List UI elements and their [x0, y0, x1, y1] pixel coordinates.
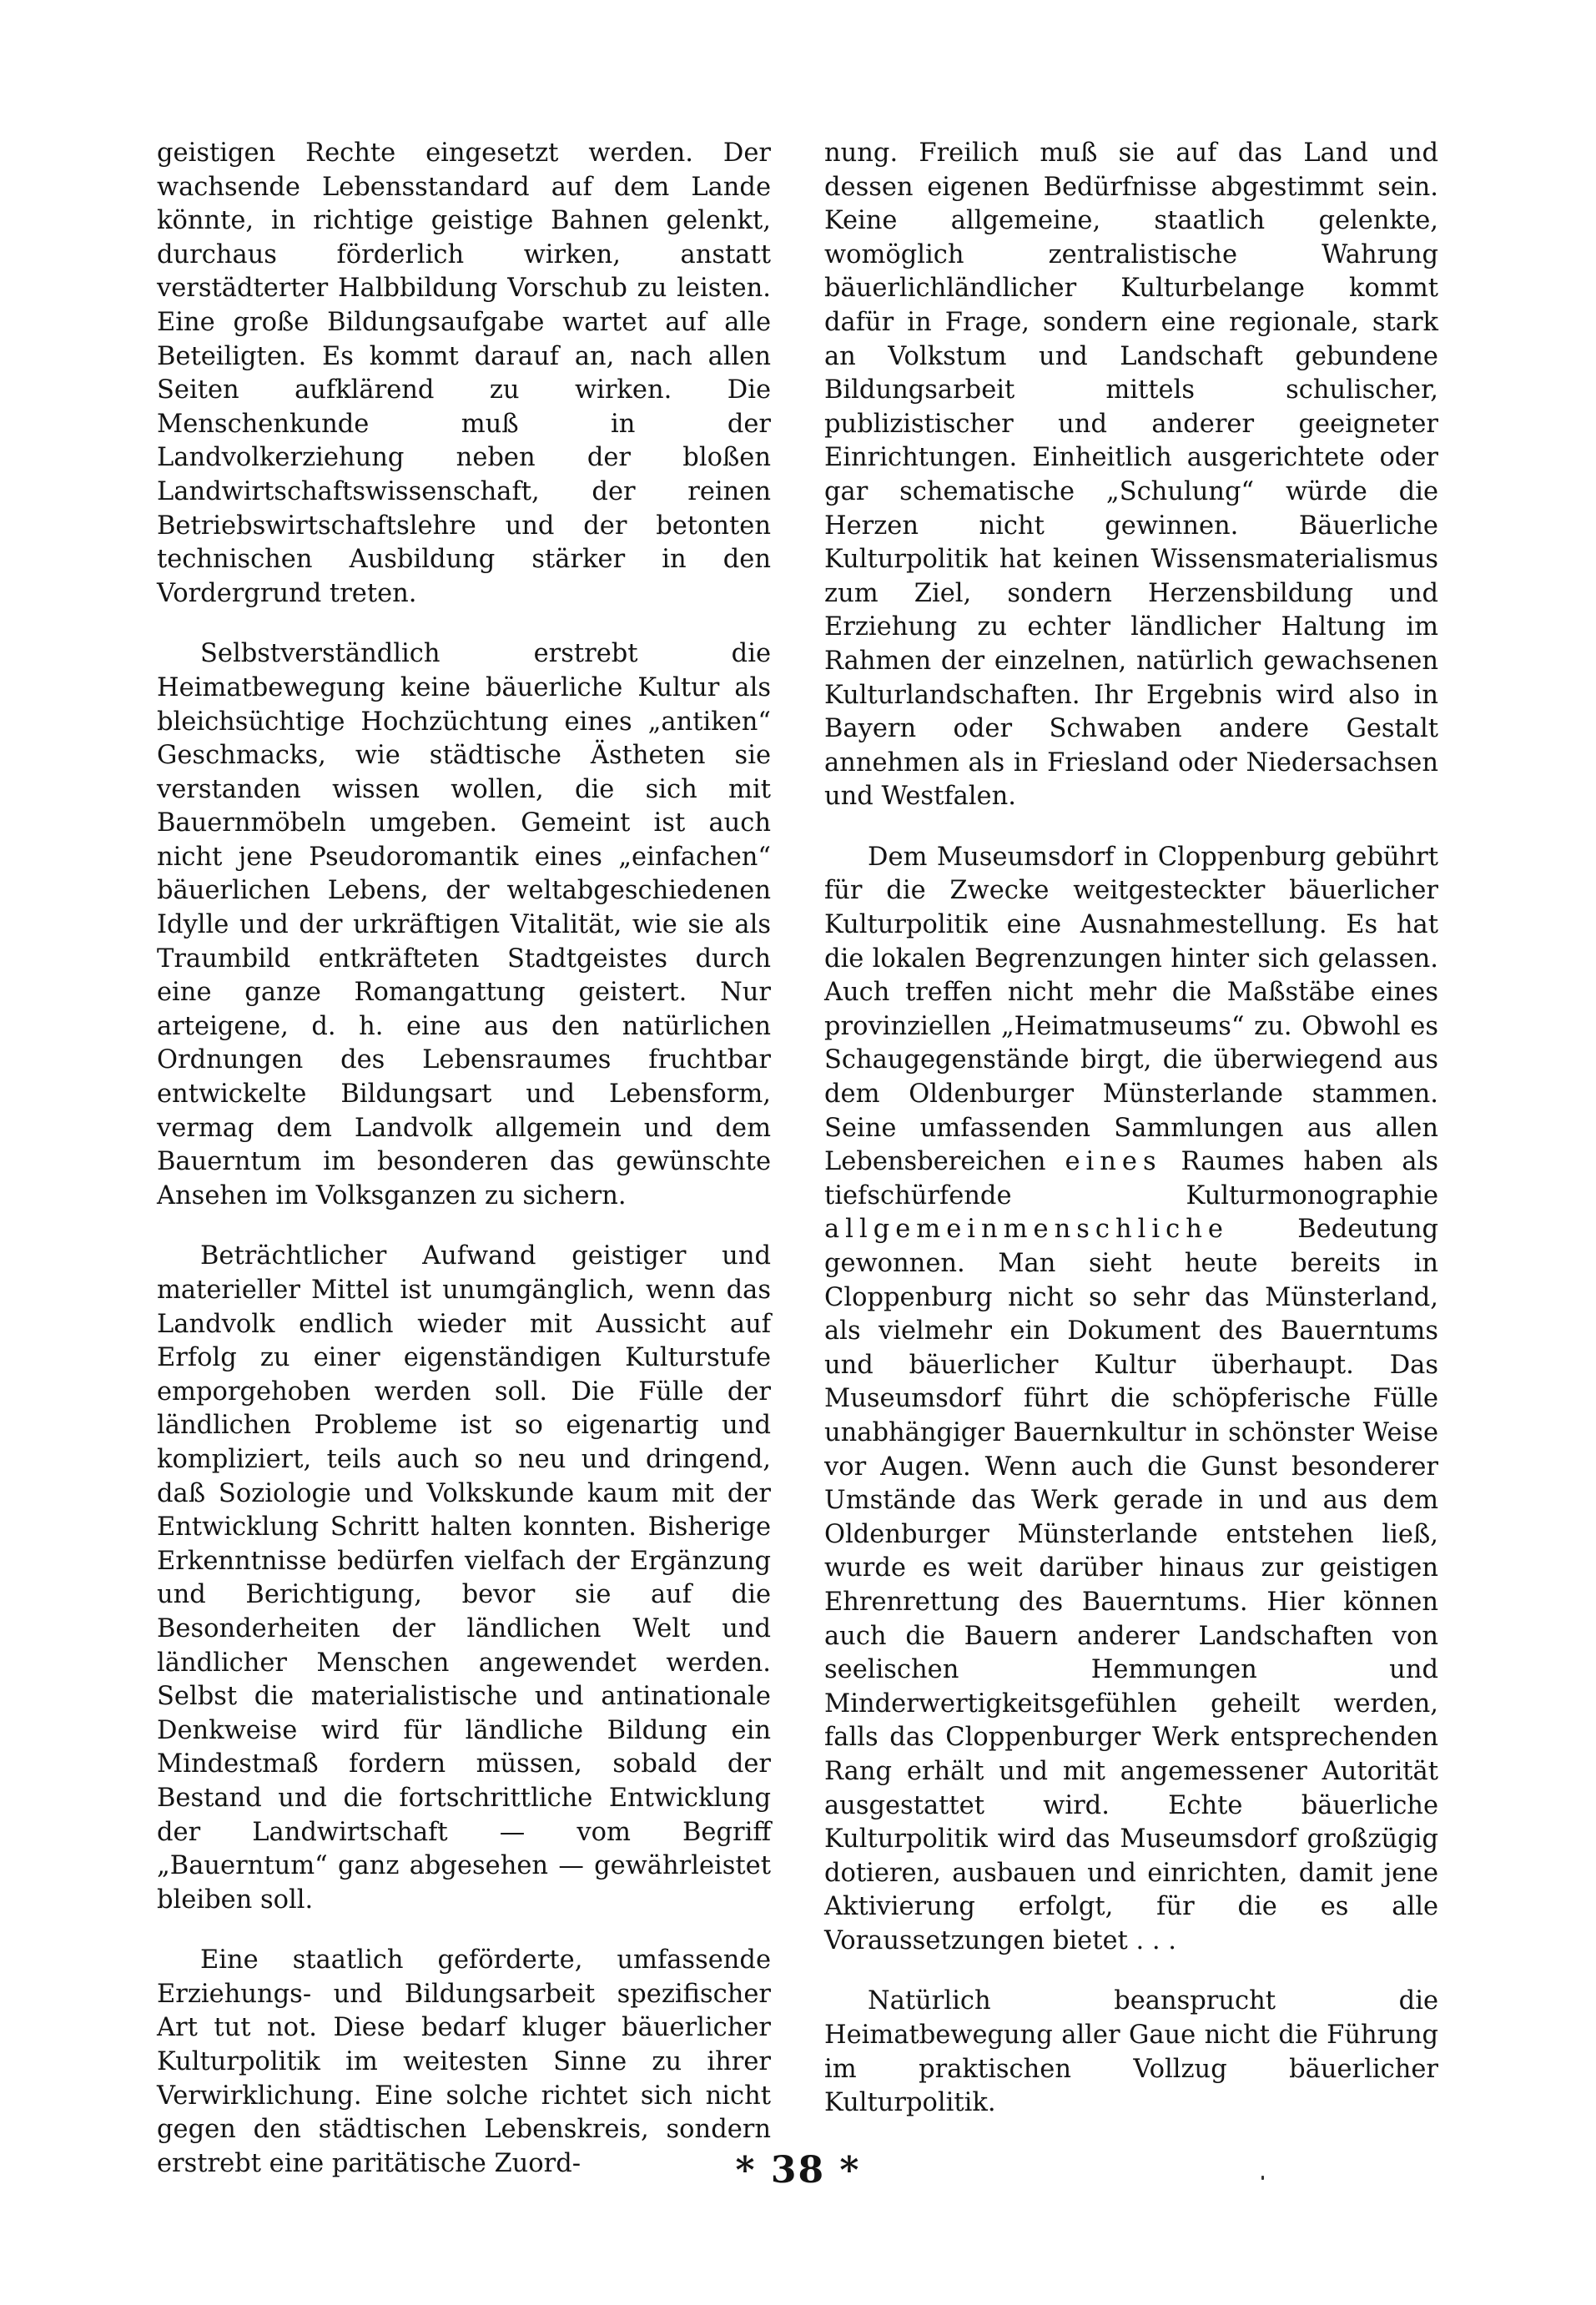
emphasized-text: allgemeinmenschliche	[824, 1215, 1229, 1245]
emphasized-text: eines	[1065, 1147, 1162, 1177]
page-number: * 38 *	[735, 2149, 861, 2192]
paragraph-text: Bedeutung gewonnen. Man sieht heute bereits in Cloppenburg nicht so sehr das Münsterland, als vielmehr ein Dokument des Bauerntums und bäuerlicher Kultur überhaupt. Das Museumsdorf führt die schöpferische Fülle unabhängiger Bauernkultur in schönster Weise vor Augen. Wenn auch die Gunst besonderer Umstände das Werk gerade in und aus dem Oldenburger Münsterlande entstehen ließ, wurde es weit darüber hinaus zur geistigen Ehrenrettung des Bauerntums. Hier können auch die Bauern anderer Landschaften von seelischen Hemmungen und Minderwertigkeitsgefühlen geheilt werden, falls das Cloppenburger Werk entsprechenden Rang erhält und mit angemessener Autorität ausgestattet wird. Echte bäuerliche Kulturpolitik wird das Museumsdorf großzügig dotieren, ausbauen und einrichten, damit jene Aktivierung erfolgt, für die es alle Voraussetzungen bietet . . .	[824, 1215, 1438, 1955]
paragraph: geistigen Rechte eingesetzt werden. Der wachsende Lebensstandard auf dem Lande könnte, in richtige geistige Bahnen gelenkt, durchaus förderlich wirken, anstatt verstädterter Halbbildung Vorschub zu leisten. Eine große Bildungsaufgabe wartet auf alle Beteiligten. Es kommt darauf an, nach allen Seiten aufklärend zu wirken. Die Menschenkunde muß in der Landvolkerziehung neben der bloßen Landwirtschaftswissenschaft, der reinen Betriebswirtschaftslehre und der betonten technischen Ausbildung stärker in den Vordergrund treten.	[157, 138, 771, 608]
paragraph-text: Dem Museumsdorf in Cloppenburg gebührt für die Zwecke weitgesteckter bäuerlicher Kulturpolitik eine Ausnahmestellung. Es hat die lokalen Begrenzungen hinter sich gelassen. Auch treffen nicht mehr die Maßstäbe eines provinziellen „Heimatmuseums“ zu. Obwohl es Schaugegenstände birgt, die überwiegend aus dem Oldenburger Münsterlande stammen. Seine umfassenden Sammlungen aus allen Lebensbereichen	[824, 842, 1438, 1177]
paragraph: Eine staatlich geförderte, umfassende Erziehungs- und Bildungsarbeit spezifischer Art tut not. Diese bedarf kluger bäuerlicher Kulturpolitik im weitesten Sinne zu ihrer Verwirklichung. Eine solche richtet sich nicht gegen den städtischen Lebenskreis, sondern erstrebt eine paritätische Zuord-	[157, 1945, 771, 2178]
print-speck	[1261, 2176, 1264, 2180]
left-column	[157, 137, 771, 2207]
paragraph: Natürlich beansprucht die Heimatbewegung aller Gaue nicht die Führung im praktischen Vollzug bäuerlicher Kulturpolitik.	[824, 1986, 1438, 2118]
paragraph: Selbstverständlich erstrebt die Heimatbewegung keine bäuerliche Kultur als bleichsüchtige Hochzüchtung eines „antiken“ Geschmacks, wie städtische Ästheten sie verstanden wissen wollen, die sich mit Bauernmöbeln umgeben. Gemeint ist auch nicht jene Pseudoromantik eines „einfachen“ bäuerlichen Lebens, der weltabgeschiedenen Idylle und der urkräftigen Vitalität, wie sie als Traumbild entkräfteten Stadtgeistes durch eine ganze Romangattung geistert. Nur arteigene, d. h. eine aus den natürlichen Ordnungen des Lebensraumes fruchtbar entwickelte Bildungsart und Lebensform, vermag dem Landvolk allgemein und dem Bauerntum im besonderen das gewünschte Ansehen im Volksganzen zu sichern.	[157, 639, 771, 1210]
paragraph-text: Raumes haben als tiefschürfende Kulturmonographie	[824, 1147, 1439, 1210]
paragraph: nung. Freilich muß sie auf das Land und dessen eigenen Bedürfnisse abgestimmt sein. Keine allgemeine, staatlich gelenkte, womöglich zentralistische Wahrung bäuerlichländlicher Kulturbelange kommt dafür in Frage, sondern eine regionale, stark an Volkstum und Landschaft gebundene Bildungsarbeit mittels schulischer, publizistischer und anderer geeigneter Einrichtungen. Einheitlich ausgerichtete oder gar schematische „Schulung“ würde die Herzen nicht gewinnen. Bäuerliche Kulturpolitik hat keinen Wissensmaterialismus zum Ziel, sondern Herzensbildung und Erziehung zu echter ländlicher Haltung im Rahmen der einzelnen, natürlich gewachsenen Kulturlandschaften. Ihr Ergebnis wird also in Bayern oder Schwaben andere Gestalt annehmen als in Friesland oder Niedersachsen und Westfalen.	[824, 138, 1438, 812]
paragraph	[824, 841, 1438, 1959]
right-column	[824, 137, 1438, 2147]
paragraph: Beträchtlicher Aufwand geistiger und materieller Mittel ist unumgänglich, wenn das Landvolk endlich wieder mit Aussicht auf Erfolg zu einer eigenständigen Kulturstufe emporgehoben werden soll. Die Fülle der ländlichen Probleme ist so eigenartig und kompliziert, teils auch so neu und dringend, daß Soziologie und Volkskunde kaum mit der Entwicklung Schritt halten konnten. Bisherige Erkenntnisse bedürfen vielfach der Ergänzung und Berichtigung, bevor sie auf die Besonderheiten der ländlichen Welt und ländlicher Menschen angewendet werden. Selbst die materialistische und antinationale Denkweise wird für ländliche Bildung ein Mindestmaß fordern müssen, sobald der Bestand und die fortschrittliche Entwicklung der Landwirtschaft — vom Begriff „Bauerntum“ ganz abgesehen — gewährleistet bleiben soll.	[157, 1241, 771, 1915]
